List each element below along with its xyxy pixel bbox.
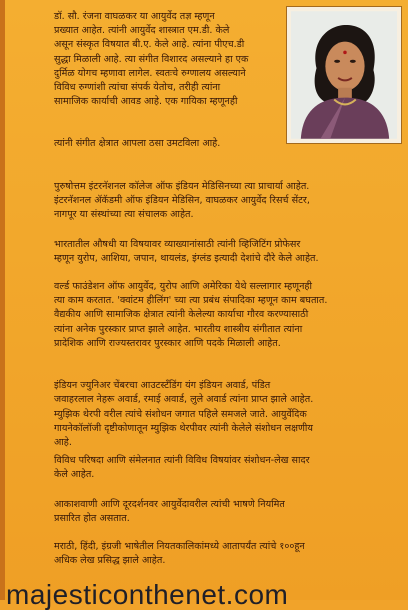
author-portrait-image — [291, 11, 397, 139]
bio-paragraph-awards: इंडियन ज्युनिअर चेंबरचा आउटस्टँडिंग यंग इंडियन अवार्ड, पंडित जवाहरलाल नेहरू अवार्ड, रमाई अवार्ड, लुले अवार्ड त्यांना प्राप्त झाले आहेत. — [54, 380, 314, 406]
author-photo — [286, 6, 402, 144]
bio-paragraph-research: म्युझिक थेरपी वरील त्यांचे संशोधन जगात पहिले समजले जाते. आयुर्वेदिक गायनेकॉलॉजी दृष्टीकोणातून म्युझिक थेरपीवर त्यांनी केलेले संशोधन लक्षणीय आहे. — [54, 409, 313, 449]
bio-paragraph-conferences: विविध परिषदा आणि संमेलनात त्यांनी विविध विषयांवर संशोधन-लेख सादर केले आहेत. — [54, 455, 310, 481]
bio-paragraph-consultant: वर्ल्ड फाउंडेशन ऑफ आयुर्वेद, युरोप आणि अमेरिका येथे सल्लागार म्हणूनही त्या काम करतात. 'क्वांटम हीलिंग' च्या त्या प्रबंध संपादिका म्हणून काम बघतात. वैद्यकीय आणि सामाजिक क्षेत्रात त्यांनी केलेल्या कार्याचा गौरव करण्यासाठी त्यांना अनेक पुरस्कार प्राप्त झाले आहेत. भारतीय शास्त्रीय संगीतात त्यांना प्रादेशिक आणि राज्यस्तरावर पुरस्कार आणि पदके मिळाली आहेत. — [54, 281, 328, 349]
cover-edge — [0, 0, 5, 600]
bio-paragraph-intro: डॉ. सौ. रंजना वाघळकर या आयुर्वेद तज्ञ म्हणून प्रख्यात आहेत. त्यांनी आयुर्वेद शास्त्रात एम.डी. केले असून संस्कृत विषयात बी.ए. केले आहे. त्यांना पीएच.डी सुद्धा मिळाली आहे. त्या संगीत विशारद असल्याने हा एक दुर्मिळ योगच म्हणावा लागेल. स्वतःचे रुग्णालय असल्याने विविध रुग्णांशी त्यांचा संपर्क येतोच, तरीही त्यांना सामाजिक कार्याची आवड आहे. एक गायिका म्हणूनही — [54, 11, 249, 108]
bio-paragraph-lectures: भारतातील औषधी या विषयावर व्याख्यानांसाठी त्यांनी व्हिजिटिंग प्रोफेसर म्हणून युरोप, आशिया, जपान, थायलंड, इंग्लंड इत्यादी देशांचे दौरे केले आहेत. — [54, 239, 319, 265]
site-watermark: majesticonthenet.com — [6, 579, 289, 610]
bio-paragraph-institutions: पुरुषोत्तम इंटरनॅशनल कॉलेज ऑफ इंडियन मेडिसिनच्या त्या प्राचार्या आहेत. इंटरनॅशनल ॲकॅडमी ऑफ इंडियन मेडिसिन, वाघळकर आयुर्वेद रिसर्च सेंटर, नागपूर या संस्थांच्या त्या संचालक आहेत. — [54, 181, 310, 221]
bio-paragraph-articles: मराठी, हिंदी, इंग्रजी भाषेतील नियतकालिकांमध्ये आतापर्यंत त्यांचे १००हून अधिक लेख प्रसिद्ध झाले आहेत. — [54, 541, 305, 567]
bio-paragraph-music: त्यांनी संगीत क्षेत्रात आपला ठसा उमटविला आहे. — [54, 138, 221, 149]
bio-paragraph-broadcasts: आकाशवाणी आणि दूरदर्शनवर आयुर्वेदावरील त्यांची भाषणे नियमित प्रसारित होत असतात. — [54, 499, 285, 525]
